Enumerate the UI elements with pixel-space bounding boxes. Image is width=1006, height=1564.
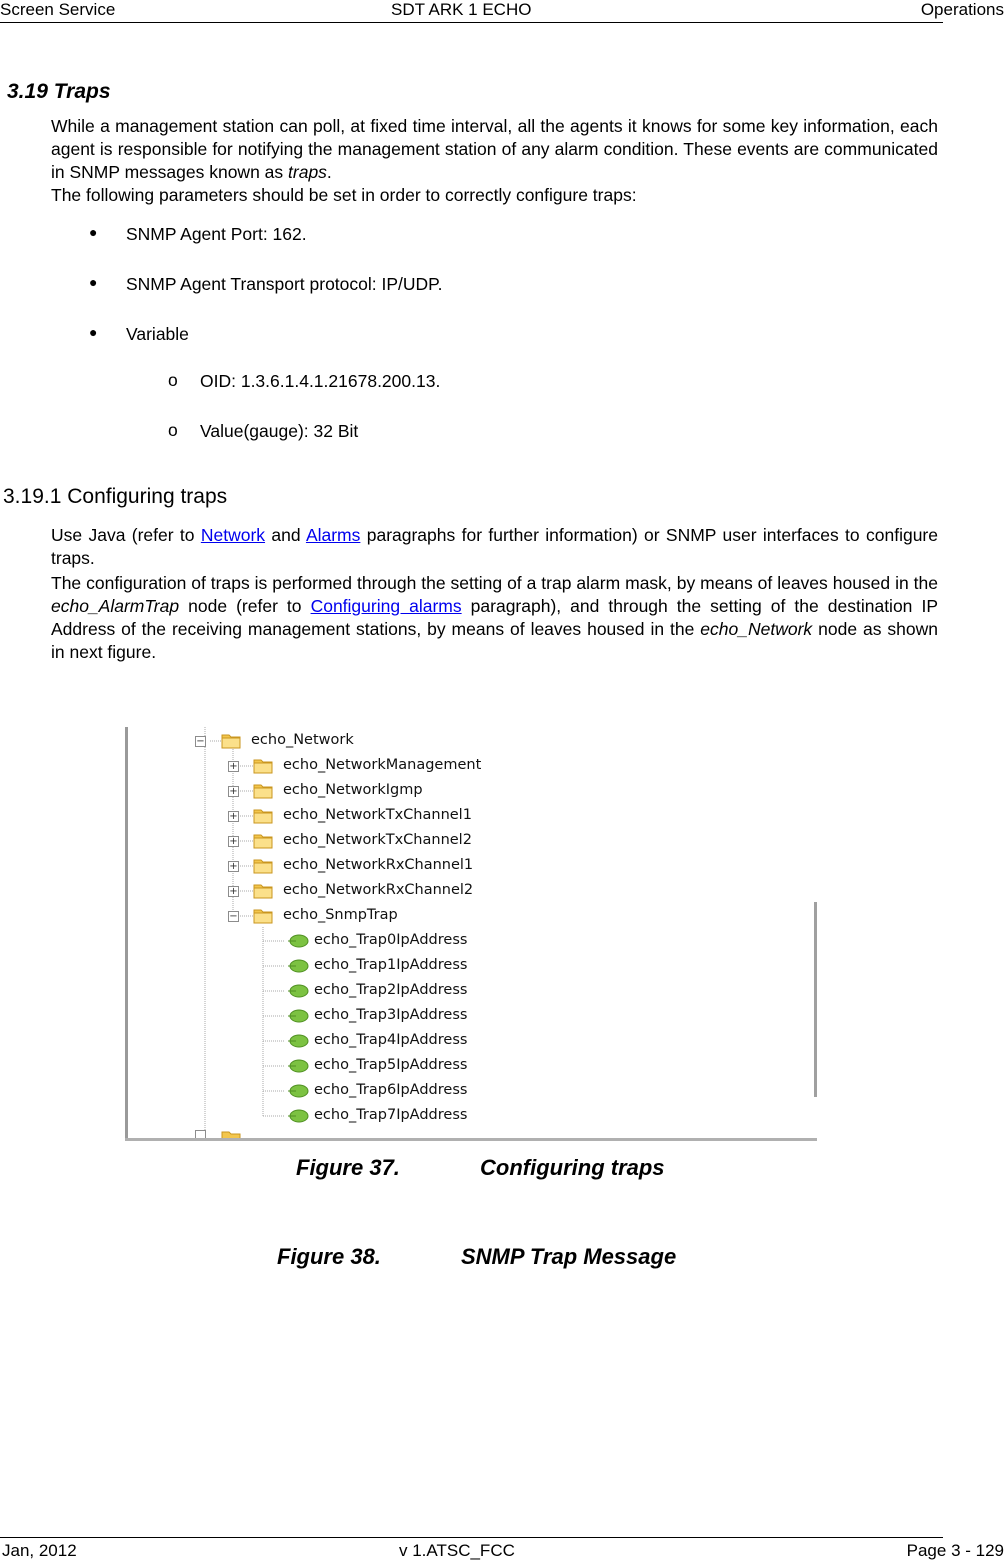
- tree-view-figure: − echo_Network + echo_NetworkManagement + echo_NetworkIgmp + echo_NetworkTxChannel1 + echo_NetworkTxChannel2 + echo_NetworkRxChannel1 + echo_NetworkRxChannel2 − echo_SnmpTrap echo_Trap0IpAddress echo_Trap1IpAddress echo_Trap2IpAddress echo_Trap3IpAddress echo_Trap4IpAddress echo_Trap5IpAddress echo_Trap6IpAddress echo_Trap7IpAddress: [125, 727, 817, 1141]
- leaf-icon: [287, 1109, 309, 1123]
- footer-rule: [0, 1537, 943, 1538]
- network-link[interactable]: Network: [200, 525, 266, 545]
- leaf-icon: [287, 959, 309, 973]
- header-left: Screen Service: [0, 0, 116, 19]
- section-title: 3.19 Traps: [7, 80, 111, 103]
- leaf-icon: [287, 1084, 309, 1098]
- alarms-link[interactable]: Alarms: [305, 525, 361, 545]
- expand-icon[interactable]: +: [229, 761, 238, 772]
- expand-icon[interactable]: +: [229, 786, 238, 797]
- leaf-icon: [287, 1009, 309, 1023]
- subsection-paragraph-1: Use Java (refer to Network and Alarms paragraphs for further information) or SNMP user interfaces to configure traps.: [51, 525, 938, 568]
- folder-icon: [253, 807, 273, 824]
- folder-icon: [253, 832, 273, 849]
- folder-icon: [221, 732, 241, 749]
- collapse-icon[interactable]: −: [229, 911, 238, 922]
- folder-icon: [253, 757, 273, 774]
- leaf-icon: [287, 1059, 309, 1073]
- folder-icon: [253, 857, 273, 874]
- expand-icon[interactable]: +: [229, 811, 238, 822]
- section-intro: While a management station can poll, at fixed time interval, all the agents it knows for some key information, each agent is responsible for notifying the management station of any alarm condition. These events are communicated in SNMP messages known as traps.: [51, 116, 938, 182]
- header-rule: [0, 22, 943, 23]
- folder-icon: [253, 907, 273, 924]
- footer-page-number: Page 3 - 129: [906, 1541, 1004, 1560]
- collapse-icon[interactable]: −: [196, 736, 205, 747]
- subsection-title: 3.19.1 Configuring traps: [3, 485, 228, 508]
- figure-37-caption: Figure 37. Configuring traps: [296, 1155, 665, 1180]
- footer-date: Jan, 2012: [2, 1541, 77, 1560]
- folder-icon: [253, 882, 273, 899]
- leaf-icon: [287, 1034, 309, 1048]
- configuring-alarms-link[interactable]: Configuring alarms: [310, 596, 462, 616]
- expand-icon[interactable]: +: [229, 861, 238, 872]
- subsection-paragraph-2: The configuration of traps is performed through the setting of a trap alarm mask, by means of leaves housed in the echo_AlarmTrap node (refer to Configuring alarms paragraph), and through the setting of the destination IP Address of the receiving management stations, by means of leaves housed in the echo_Network node as shown in next figure.: [51, 573, 939, 662]
- leaf-icon: [287, 934, 309, 948]
- page-header: [0, 0, 1006, 20]
- expand-icon[interactable]: +: [229, 886, 238, 897]
- footer-version: v 1.ATSC_FCC: [399, 1541, 515, 1560]
- folder-icon: [253, 782, 273, 799]
- expand-icon[interactable]: +: [229, 836, 238, 847]
- section-intro-2: The following parameters should be set in order to correctly configure traps:: [51, 185, 637, 205]
- header-right: Operations: [920, 0, 1004, 19]
- figure-38-caption: Figure 38. SNMP Trap Message: [277, 1244, 677, 1269]
- header-center: SDT ARK 1 ECHO: [391, 0, 532, 19]
- leaf-icon: [287, 984, 309, 998]
